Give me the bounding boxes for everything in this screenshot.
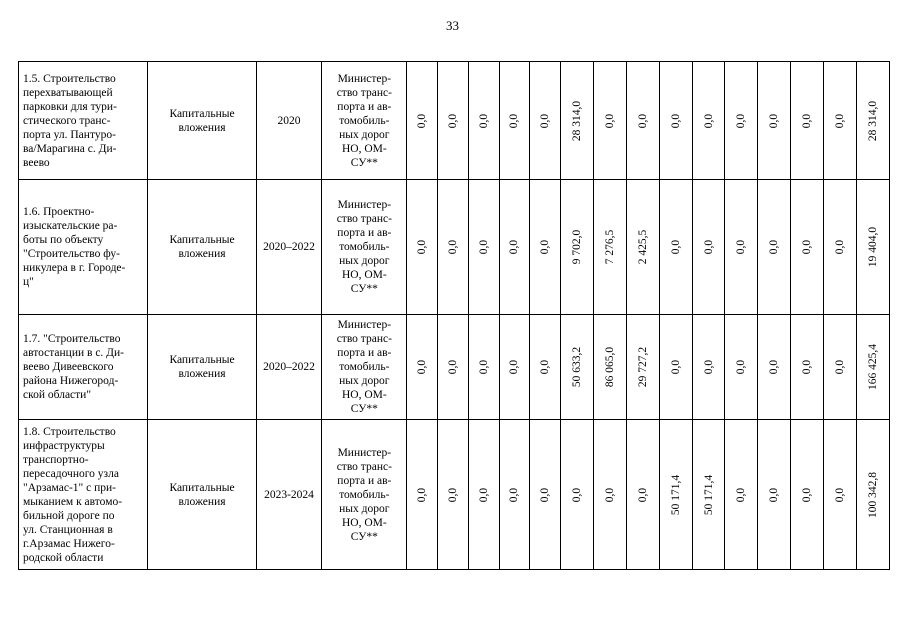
executor-line: томобиль- (339, 488, 390, 501)
event-name-line: 1.7. "Строительство (23, 333, 121, 345)
value-text: 100 342,8 (866, 471, 879, 518)
value-text: 0,0 (768, 239, 781, 255)
value-text: 0,0 (735, 359, 748, 375)
value-cell (856, 315, 889, 420)
value-text: 0,0 (636, 487, 649, 502)
value-cell (856, 180, 889, 315)
executor-line: ство транс- (336, 460, 392, 473)
executor-line: порта и ав- (337, 100, 392, 113)
value-cell (499, 62, 530, 180)
value-cell (561, 62, 594, 180)
value-cell (725, 315, 758, 420)
event-name-line: пересадочного узла (23, 467, 119, 480)
value-cell (659, 420, 692, 570)
value-text: 0,0 (801, 113, 814, 128)
event-name-line: веево (23, 156, 50, 169)
years-cell: 2023-2024 (256, 420, 322, 570)
value-text: 0,0 (801, 359, 814, 375)
value-cell (499, 315, 530, 420)
value-text: 0,0 (446, 359, 459, 375)
expense-type-cell: Капитальные вложения (148, 315, 256, 420)
event-name-line: 1.6. Проектно- (23, 206, 95, 218)
event-name-line: парковки для тури- (23, 100, 117, 113)
executor-line: томобиль- (339, 361, 390, 373)
value-text: 19 404,0 (866, 226, 879, 268)
value-cell (468, 420, 499, 570)
value-text: 2 425,5 (636, 229, 649, 265)
executor-line: СУ** (350, 156, 378, 169)
event-name-line: г.Арзамас Нижего- (23, 537, 115, 550)
event-name-line: мыканием к автомо- (23, 495, 123, 508)
value-text: 0,0 (834, 359, 847, 375)
value-cell (725, 420, 758, 570)
value-text: 0,0 (834, 113, 847, 128)
event-name-cell (19, 315, 148, 420)
value-cell (593, 62, 626, 180)
value-text: 0,0 (539, 359, 552, 375)
value-cell (692, 62, 725, 180)
value-text: 0,0 (702, 359, 715, 375)
value-text: 0,0 (636, 113, 649, 128)
value-text: 0,0 (508, 487, 521, 502)
event-name-line: порта ул. Пантуро- (23, 128, 116, 141)
executor-line: ных дорог (339, 255, 390, 267)
event-name-cell (19, 420, 148, 570)
value-text: 0,0 (508, 359, 521, 375)
value-cell (692, 315, 725, 420)
value-cell (659, 180, 692, 315)
value-cell (626, 180, 659, 315)
event-name-line: боты по объекту (23, 234, 104, 246)
executor-line: ство транс- (336, 86, 392, 99)
table-row (19, 180, 890, 315)
value-text: 28 314,0 (571, 100, 584, 141)
value-text: 0,0 (508, 239, 521, 255)
executor-line: порта и ав- (337, 474, 392, 487)
value-text: 0,0 (416, 239, 429, 255)
value-cell (758, 315, 791, 420)
value-cell (725, 180, 758, 315)
value-text: 9 702,0 (571, 229, 584, 265)
event-name-line: ской области" (23, 389, 92, 401)
value-cell (407, 315, 438, 420)
value-cell (725, 62, 758, 180)
executor-line: ных дорог (339, 375, 390, 387)
event-name-cell (19, 180, 148, 315)
years-cell: 2020–2022 (256, 180, 322, 315)
value-cell (530, 420, 561, 570)
value-text: 28 314,0 (866, 100, 879, 141)
event-name-line: ц" (23, 276, 34, 288)
value-cell (530, 180, 561, 315)
value-cell (758, 420, 791, 570)
value-text: 0,0 (834, 239, 847, 255)
event-name-line: бильной дороге по (23, 509, 115, 522)
executor-line: НО, ОМ- (341, 142, 387, 155)
value-cell (438, 62, 469, 180)
expense-type-cell: Капитальные вложения (148, 62, 256, 180)
value-cell (791, 315, 824, 420)
value-cell (593, 315, 626, 420)
value-cell (659, 62, 692, 180)
executor-line: НО, ОМ- (341, 516, 387, 529)
executor-line: порта и ав- (337, 347, 392, 359)
executor-cell (322, 180, 407, 315)
value-text: 0,0 (669, 359, 682, 375)
value-text: 0,0 (477, 239, 490, 255)
value-text: 50 171,4 (702, 474, 715, 515)
value-cell (407, 62, 438, 180)
value-text: 0,0 (539, 487, 552, 502)
executor-line: НО, ОМ- (341, 269, 387, 281)
table-row (19, 62, 890, 180)
value-text: 0,0 (735, 487, 748, 502)
executor-line: Министер- (337, 319, 392, 331)
value-cell (791, 62, 824, 180)
value-text: 0,0 (768, 113, 781, 128)
value-cell (438, 420, 469, 570)
executor-cell (322, 420, 407, 570)
value-text: 0,0 (539, 113, 552, 128)
event-name-line: транспортно- (23, 453, 89, 466)
value-cell (692, 420, 725, 570)
page-number: 33 (446, 18, 459, 33)
value-text: 0,0 (669, 239, 682, 255)
executor-line: ство транс- (336, 213, 392, 225)
value-text: 0,0 (446, 487, 459, 502)
value-cell (499, 180, 530, 315)
executor-line: Министер- (337, 446, 392, 459)
table-row (19, 315, 890, 420)
event-name-line: никулера в г. Городе- (23, 262, 126, 274)
value-text: 0,0 (416, 487, 429, 502)
value-cell (407, 420, 438, 570)
executor-line: ство транс- (336, 333, 392, 345)
value-text: 0,0 (603, 487, 616, 502)
value-text: 0,0 (446, 113, 459, 128)
executor-line: порта и ав- (337, 227, 392, 239)
value-cell (626, 420, 659, 570)
event-name-line: ул. Станционная в (23, 523, 113, 536)
value-text: 50 633,2 (571, 346, 584, 388)
value-cell (561, 180, 594, 315)
value-cell (438, 315, 469, 420)
value-text: 0,0 (539, 239, 552, 255)
value-cell (468, 62, 499, 180)
event-name-cell (19, 62, 148, 180)
value-text: 0,0 (477, 113, 490, 128)
value-cell (791, 420, 824, 570)
executor-line: СУ** (350, 403, 378, 415)
value-cell (758, 62, 791, 180)
value-text: 7 276,5 (603, 229, 616, 265)
value-text: 50 171,4 (669, 474, 682, 515)
event-name-line: изыскательские ра- (23, 220, 118, 232)
value-cell (407, 180, 438, 315)
executor-line: томобиль- (339, 241, 390, 253)
value-cell (593, 180, 626, 315)
executor-line: Министер- (337, 199, 392, 211)
expense-type-cell: Капитальные вложения (148, 420, 256, 570)
value-text: 0,0 (801, 487, 814, 502)
value-text: 29 727,2 (636, 346, 649, 388)
value-text: 0,0 (669, 113, 682, 128)
table-row (19, 420, 890, 570)
value-cell (499, 420, 530, 570)
event-name-line: района Нижегород- (23, 375, 119, 387)
event-name-line: веево Дивеевского (23, 361, 114, 373)
value-text: 0,0 (735, 239, 748, 255)
value-cell (856, 62, 889, 180)
value-cell (530, 315, 561, 420)
event-name-line: родской области (23, 551, 104, 564)
value-text: 0,0 (768, 487, 781, 502)
executor-line: томобиль- (339, 114, 390, 127)
event-name-line: стического транс- (23, 114, 111, 127)
value-cell (468, 180, 499, 315)
value-text: 0,0 (801, 239, 814, 255)
value-cell (626, 62, 659, 180)
executor-line: СУ** (350, 530, 378, 543)
event-name-line: инфраструктуры (23, 439, 105, 452)
years-cell: 2020–2022 (256, 315, 322, 420)
value-text: 0,0 (508, 113, 521, 128)
value-cell (468, 315, 499, 420)
value-cell (758, 180, 791, 315)
value-text: 0,0 (477, 359, 490, 375)
value-cell (593, 420, 626, 570)
value-text: 0,0 (446, 239, 459, 255)
value-cell (530, 62, 561, 180)
value-cell (692, 180, 725, 315)
executor-cell (322, 315, 407, 420)
value-text: 0,0 (768, 359, 781, 375)
event-name-line: ва/Марагина с. Ди- (23, 142, 117, 155)
value-text: 166 425,4 (866, 344, 879, 390)
value-text: 0,0 (477, 487, 490, 502)
value-text: 0,0 (603, 113, 616, 128)
value-text: 0,0 (571, 487, 584, 502)
event-name-line: "Строительство фу- (23, 248, 120, 260)
value-cell (438, 180, 469, 315)
value-cell (561, 420, 594, 570)
executor-line: ных дорог (339, 502, 390, 515)
executor-line: НО, ОМ- (341, 389, 387, 401)
value-cell (824, 315, 857, 420)
executor-cell (322, 62, 407, 180)
value-text: 0,0 (416, 113, 429, 128)
value-cell (824, 180, 857, 315)
value-text: 0,0 (834, 487, 847, 502)
value-cell (791, 180, 824, 315)
value-cell (856, 420, 889, 570)
event-name-line: "Арзамас-1" с при- (23, 481, 116, 494)
value-cell (824, 420, 857, 570)
value-cell (659, 315, 692, 420)
event-name-line: перехватывающей (23, 86, 113, 99)
program-table (18, 61, 890, 570)
executor-line: ных дорог (339, 128, 390, 141)
value-text: 0,0 (735, 113, 748, 128)
value-cell (626, 315, 659, 420)
value-text: 0,0 (702, 239, 715, 255)
value-cell (824, 62, 857, 180)
executor-line: Министер- (337, 72, 392, 85)
event-name-line: автостанции в с. Ди- (23, 347, 125, 359)
expense-type-cell: Капитальные вложения (148, 180, 256, 315)
years-cell: 2020 (256, 62, 322, 180)
value-text: 86 065,0 (603, 346, 616, 388)
executor-line: СУ** (350, 283, 378, 295)
event-name-line: 1.5. Строительство (23, 72, 116, 85)
value-text: 0,0 (702, 113, 715, 128)
value-cell (561, 315, 594, 420)
value-text: 0,0 (416, 359, 429, 375)
event-name-line: 1.8. Строительство (23, 425, 116, 438)
